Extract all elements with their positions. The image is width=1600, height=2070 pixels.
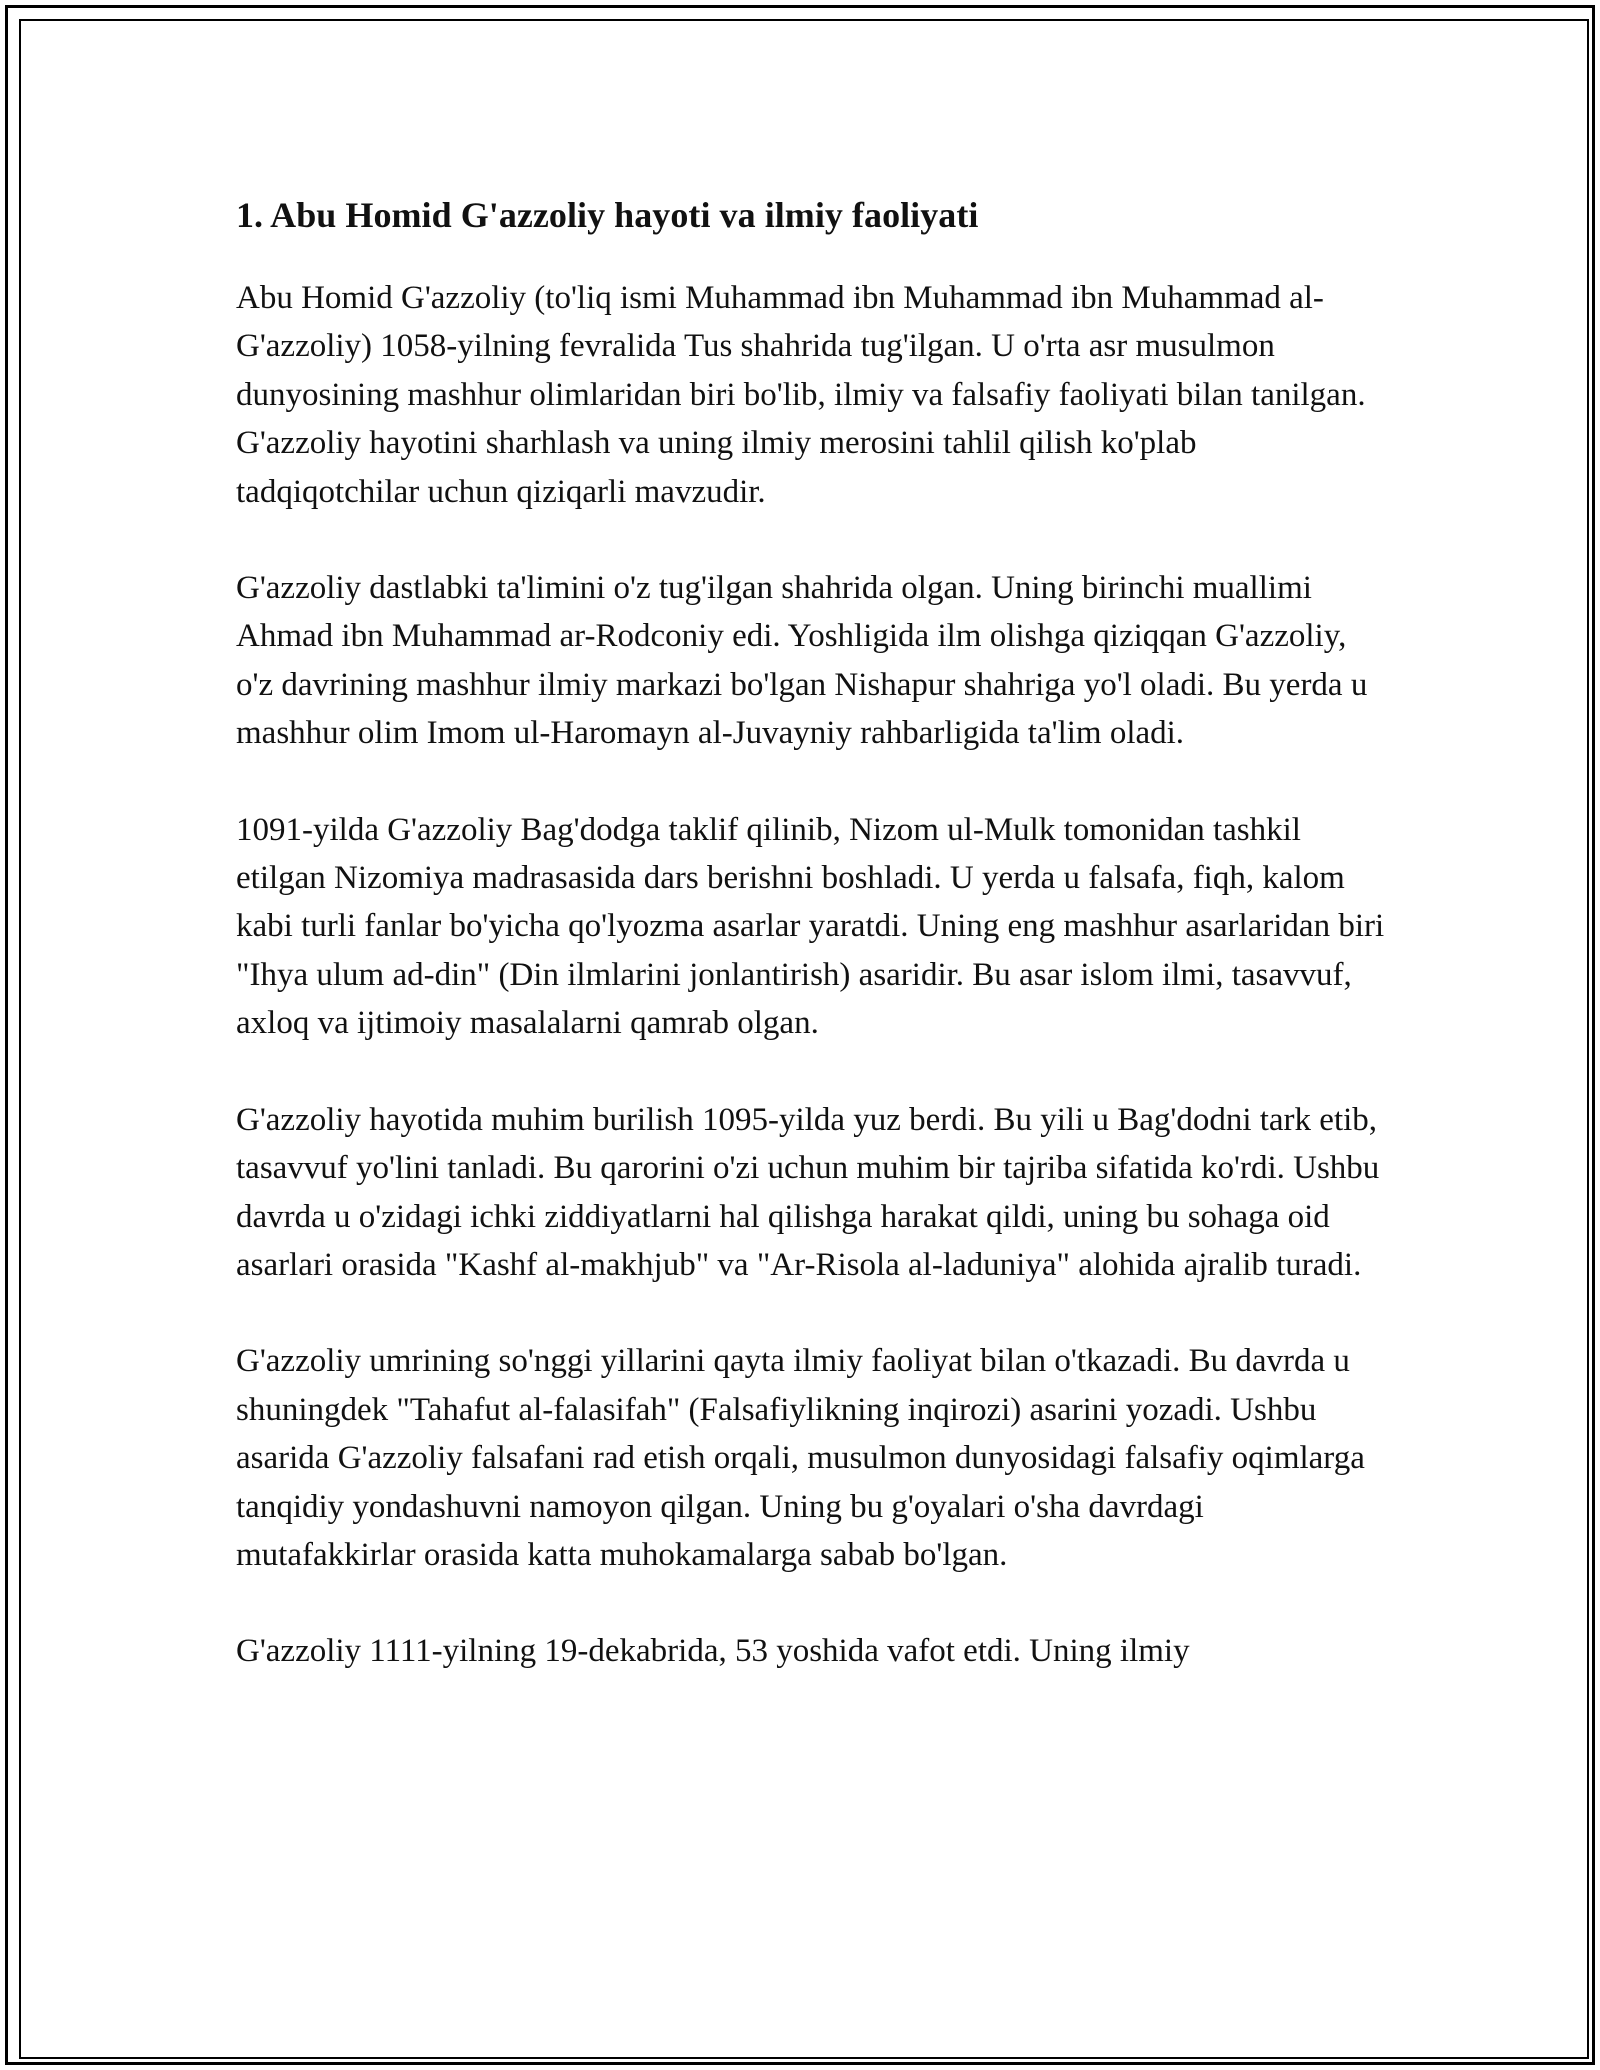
document-body xyxy=(236,188,1386,1724)
paragraph-2: G'azzoliy dastlabki ta'limini o'z tug'ilgan shahrida olgan. Uning birinchi muallimi Ahmad ibn Muhammad ar-Rodconiy edi. Yoshligida ilm olishga qiziqqan G'azzoliy, o'z davrining mashhur ilmiy markazi bo'lgan Nishapur shahriga yo'l oladi. Bu yerda u mashhur olim Imom ul-Haromayn al-Juvayniy rahbarligida ta'lim oladi. xyxy=(236,570,1368,752)
paragraph-6: G'azzoliy 1111-yilning 19-dekabrida, 53 yoshida vafot etdi. Uning ilmiy xyxy=(236,1633,1190,1670)
paragraph-3: 1091-yilda G'azzoliy Bag'dodga taklif qilinib, Nizom ul-Mulk tomonidan tashkil etilgan Nizomiya madrasasida dars berishni boshladi. U yerda u falsafa, fiqh, kalom kabi turli fanlar bo'yicha qo'lyozma asarlar yaratdi. Uning eng mashhur asarlaridan biri "Ihya ulum ad-din" (Din ilmlarini jonlantirish) asaridir. Bu asar islom ilmi, tasavvuf, axloq va ijtimoiy masalalarni qamrab olgan. xyxy=(236,811,1385,1042)
section-heading: 1. Abu Homid G'azzoliy hayoti va ilmiy faoliyati xyxy=(236,195,979,235)
paragraph-5: G'azzoliy umrining so'nggi yillarini qayta ilmiy faoliyat bilan o'tkazadi. Bu davrda u shuningdek "Tahafut al-falasifah" (Falsafiylikning inqirozi) asarini yozadi. Ushbu asarida G'azzoliy falsafani rad etish orqali, musulmon dunyosidagi falsafiy oqimlarga tanqidiy yondashuvni namoyon qilgan. Uning bu g'oyalari o'sha davrdagi mutafakkirlar orasida katta muhokamalarga sabab bo'lgan. xyxy=(236,1343,1365,1573)
paragraph-4: G'azzoliy hayotida muhim burilish 1095-yilda yuz berdi. Bu yili u Bag'dodni tark etib, tasavvuf yo'lini tanladi. Bu qarorini o'zi uchun muhim bir tajriba sifatida ko'rdi. Ushbu davrda u o'zidagi ichki ziddiyatlarni hal qilishga harakat qildi, uning bu sohaga oid asarlari orasida "Kashf al-makhjub" va "Ar-Risola al-laduniya" alohida ajralib turadi. xyxy=(236,1101,1380,1283)
paragraph-1: Abu Homid G'azzoliy (to'liq ismi Muhammad ibn Muhammad ibn Muhammad al-G'azzoliy) 1058-yilning fevralida Tus shahrida tug'ilgan. U o'rta asr musulmon dunyosining mashhur olimlaridan biri bo'lib, ilmiy va falsafiy faoliyati bilan tanilgan. G'azzoliy hayotini sharhlash va uning ilmiy merosini tahlil qilish ko'plab tadqiqotchilar uchun qiziqarli mavzudir. xyxy=(236,280,1366,510)
